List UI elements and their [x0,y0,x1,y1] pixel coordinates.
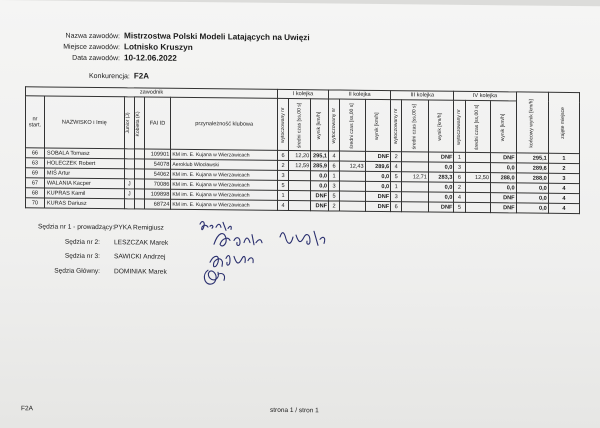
competitor-name: KURAS Dariusz [44,198,124,209]
judge-name: PYKA Remigiusz [114,224,164,232]
final-result: 0,0 [516,203,548,213]
round3-result-header: wynik [km/h] [428,100,454,152]
round3-result: 0,0 [428,182,454,192]
club-name: KM im. E. Kujana w Wierzawicach [171,149,278,160]
round3-result: DNF [428,202,454,212]
round4-laps: 4 [454,192,465,202]
round3-header: III kolejka [391,91,454,101]
round2-avg [340,191,366,201]
round4-laps: 3 [454,162,465,172]
results-table [25,86,580,214]
fai-id: 109901 [144,149,171,159]
round1-laps: 3 [278,170,289,180]
date-row [38,52,310,66]
round3-avg-header: średni czas [ss,00 s] [402,100,429,152]
start-number: 66 [26,148,45,158]
signature-judge4 [204,270,224,284]
round3-laps: 2 [391,152,402,162]
final-result: 295,1 [516,153,548,163]
round2-avg [340,181,366,191]
round4-laps: 2 [454,182,465,192]
place-value: Lotnisko Kruszyn [124,42,193,53]
judge-row [38,249,168,265]
final-place: 3 [548,173,579,183]
round1-avg: 12,59 [289,161,311,171]
junior-flag [124,199,134,209]
round1-laps: 5 [278,180,289,190]
female-flag [134,179,144,189]
round3-avg [402,162,429,172]
round4-header: IV kolejka [454,91,516,101]
judge-row [38,220,168,236]
judges-list [38,220,168,279]
round2-result: DNF [365,191,391,201]
round1-laps: 4 [278,200,289,210]
date-label: Data zawodów: [72,54,120,63]
round1-laps: 1 [278,190,289,200]
junior-flag [124,159,134,169]
footer-class: F2A [21,405,33,413]
fai-id: 68724 [144,199,171,209]
junior-flag: J [124,189,134,199]
round3-result: 283,3 [428,172,454,182]
start-number: 67 [26,178,45,188]
club-name: KM im. E. Kujana w Wierzawicach [171,199,278,210]
fai-id-header: FAI ID [144,97,171,149]
round1-avg [289,171,311,181]
judge-row [38,264,168,280]
round4-laps: 6 [454,172,465,182]
final-result: 0,0 [516,183,548,193]
round1-laps-header: wytoczowany nr [278,98,289,150]
judge-label: Sędzia nr 1 - prowadzący: [38,223,115,232]
name-header: NAZWISKO i Imię [44,96,124,149]
judge-name: DOMINIAK Marek [114,267,167,276]
round2-laps: 4 [329,151,340,161]
round4-avg [465,152,491,162]
judge-label: Sędzia nr 2: [64,238,100,246]
round3-result: 0,0 [428,162,454,172]
final-place: 1 [548,153,579,163]
club-name: KM im. E. Kujana w Wierzawicach [171,169,278,180]
class-row [89,71,149,81]
round3-avg [402,202,429,212]
round4-result: DNF [491,203,517,213]
round1-laps: 6 [278,150,289,160]
round4-avg [465,162,491,172]
final-result-header: końcowy wynik [km/h] [516,92,548,153]
place-label: Miejsce zawodów: [63,43,120,52]
junior-flag [124,149,134,159]
class-label: Konkurencja: [89,72,130,81]
start-number: 68 [26,188,45,198]
round1-result: DNF [311,191,329,201]
judge-label: Sędzia Główny: [54,267,100,275]
competitor-name: SOBALA Tomasz [44,148,124,159]
round1-result: 295,1 [311,151,329,161]
junior-flag: J [124,179,134,189]
round1-avg [289,201,311,211]
round3-laps: 3 [391,192,402,202]
round1-result: 285,9 [311,161,329,171]
signature-judge2 [214,233,262,246]
signature-judge2-tail [280,231,325,245]
round2-avg-header: średni czas [ss,00 s] [340,99,366,151]
class-value: F2A [133,71,149,81]
final-place: 4 [548,183,579,193]
fai-id: 54062 [144,169,171,179]
round4-result: 288,0 [491,173,517,183]
round2-avg [340,171,366,181]
round2-laps: 1 [329,171,340,181]
junior-flag [124,169,134,179]
competitor-name: WALANIA Kacper [44,178,124,189]
round4-avg [465,202,491,212]
round2-result: DNF [365,201,391,211]
final-result: 289,6 [516,163,548,173]
round3-laps: 4 [391,162,402,172]
round2-laps-header: wytoczowany nr [329,99,340,151]
round2-laps: 5 [329,191,340,201]
female-flag [134,159,144,169]
round3-laps: 6 [391,202,402,212]
female-flag [134,189,144,199]
page-number: strona 1 / stron 1 [270,406,319,415]
round1-avg [289,191,311,201]
round4-avg [465,182,491,192]
round1-laps: 2 [278,160,289,170]
signature-judge3 [210,255,253,267]
date-value: 10-12.06.2022 [124,53,177,63]
round1-result: DNF [311,201,329,211]
round2-avg: 12,43 [340,161,366,171]
female-flag [134,199,144,209]
round2-result: 289,6 [365,161,391,171]
round3-avg [402,182,429,192]
round3-result: 0,0 [428,192,454,202]
final-place: 2 [548,163,579,173]
female-header: Kobieta (K) [134,97,144,149]
round4-result: DNF [491,153,517,163]
female-flag [134,169,144,179]
final-result: 0,0 [516,193,548,203]
round1-result-header: wynik [km/h] [311,99,329,151]
round4-result-header: wynik [km/h] [491,101,517,153]
round2-result-header: wynik [km/h] [365,99,391,151]
final-place: 4 [548,193,579,203]
round3-avg: 12,71 [402,172,429,182]
round1-result: 0,0 [311,181,329,191]
round2-laps: 3 [329,181,340,191]
round1-avg-header: średni czas [ss,00 s] [289,99,311,151]
round2-result: 0,0 [365,181,391,191]
round3-avg [402,152,429,162]
round2-laps: 2 [329,201,340,211]
club-name: Aeroklub Włocławski [171,159,278,170]
round4-avg: 12,50 [465,172,491,182]
competitor-group-header: zawodnik [26,87,278,99]
round4-result: 0,0 [491,183,517,193]
round3-laps: 1 [391,182,402,192]
start-number: 70 [26,198,45,208]
judge-name: LESZCZAK Marek [114,238,169,247]
round1-avg [289,181,311,191]
female-flag [134,149,144,159]
round2-laps: 6 [329,161,340,171]
competition-name: Mistrzostwa Polski Modeli Latających na Uwięzi [124,31,310,43]
round4-avg [465,192,491,202]
round4-result: DNF [491,193,517,203]
club-header: przynależność klubowa [171,97,278,150]
competition-header [38,30,310,66]
fai-id: 70086 [144,179,171,189]
fai-id: 109898 [144,189,171,199]
round3-avg [402,192,429,202]
round1-header: I kolejka [278,89,329,99]
fai-id: 54078 [144,159,171,169]
competition-label: Nazwa zawodów: [65,32,120,41]
round3-laps-header: wytoczowany nr [391,100,402,152]
judge-label: Sędzia nr 3: [64,252,100,261]
round2-avg [340,201,366,211]
junior-header: Junior (J) [124,97,134,149]
competitor-name: MIŚ Artur [44,168,124,179]
round1-result: 0,0 [311,171,329,181]
round2-avg [340,151,366,161]
judge-name: SAWICKI Andrzej [114,253,166,261]
round2-header: II kolejka [329,90,391,100]
judge-row [38,235,168,251]
place-header: zajęte miejsce [548,92,579,153]
round4-laps: 5 [454,202,465,212]
round2-result: DNF [365,151,391,161]
round4-result: 0,0 [491,163,517,173]
competitor-name: KUPRAS Kamil [44,188,124,199]
competitor-name: HOLECZEK Robert [44,158,124,169]
club-name: KM im. E. Kujana w Wierzawicach [171,179,278,190]
round3-laps: 5 [391,172,402,182]
round4-avg-header: średni czas [ss,00 s] [465,100,491,152]
round2-result: 0,0 [365,171,391,181]
start-number: 69 [26,168,45,178]
signature-judge1 [200,222,231,231]
round4-laps: 1 [454,152,465,162]
round3-result: DNF [428,152,454,162]
final-place: 4 [548,203,579,213]
handwritten-signatures [196,218,346,292]
club-name: KM im. E. Kujana w Wierzawicach [171,189,278,200]
start-number: 63 [26,158,45,168]
final-result: 288,0 [516,173,548,183]
round1-avg: 12,20 [289,151,311,161]
start-number-header: nr start. [26,96,45,148]
round4-laps-header: wytoczowany nr [454,100,465,152]
